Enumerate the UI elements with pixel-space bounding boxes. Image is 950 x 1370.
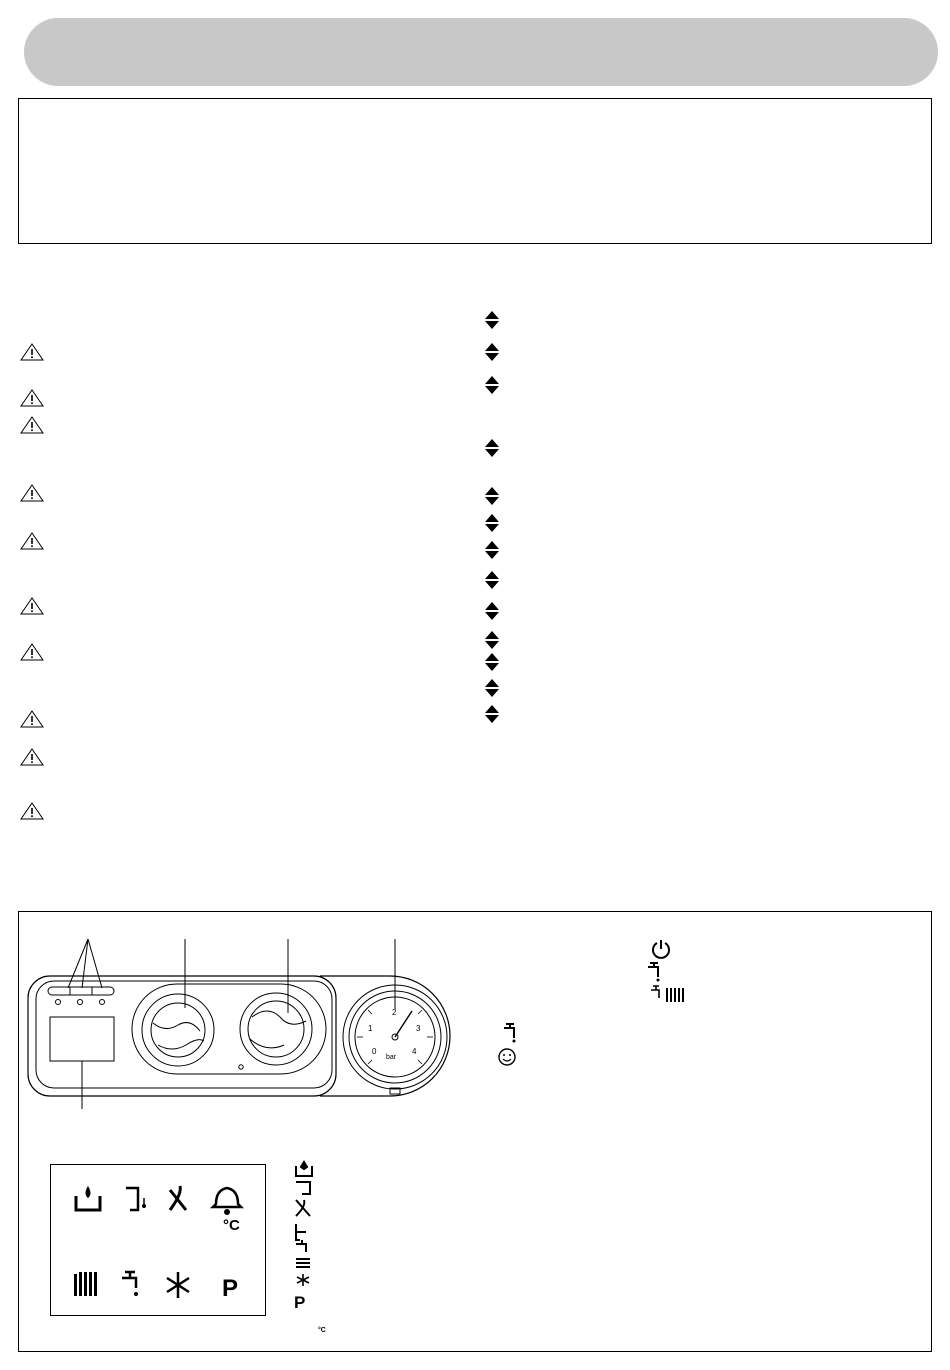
double-arrow-bullet-icon [484, 630, 500, 650]
display-temperature-unit: °C [223, 1217, 240, 1234]
warning-triangle-icon [20, 343, 44, 361]
boiler-control-panel-drawing [20, 913, 460, 1113]
double-arrow-bullet-icon [484, 540, 500, 560]
gauge-unit: bar [386, 1054, 397, 1061]
warning-triangle-icon [20, 532, 44, 550]
double-arrow-bullet-icon [484, 513, 500, 533]
tap-icon [122, 1272, 138, 1296]
double-arrow-bullet-icon [484, 704, 500, 724]
symbol-legend-column [292, 1160, 322, 1310]
flue-sensor-icon [126, 1188, 146, 1210]
warning-triangle-icon [20, 416, 44, 434]
double-arrow-bullet-icon [484, 601, 500, 621]
warning-triangle-icon [20, 484, 44, 502]
power-icon [648, 938, 674, 960]
double-arrow-bullet-icon [484, 652, 500, 672]
smile-icon [496, 1046, 522, 1068]
warning-triangle-icon [20, 597, 44, 615]
warning-triangle-icon [20, 710, 44, 728]
water-pressure-icon [76, 1186, 100, 1210]
display-symbols-diagram [50, 1164, 266, 1316]
double-arrow-bullet-icon [484, 486, 500, 506]
svg-text:P: P [294, 1293, 306, 1310]
tap-icon [500, 1022, 526, 1044]
double-arrow-bullet-icon [484, 375, 500, 395]
double-arrow-bullet-icon [484, 438, 500, 458]
gauge-tick-0: 0 [372, 1047, 377, 1056]
double-arrow-bullet-icon [484, 310, 500, 330]
radiator-icon [74, 1272, 97, 1296]
section-title-bar [24, 18, 938, 86]
double-arrow-bullet-icon [484, 342, 500, 362]
gauge-tick-1: 1 [368, 1024, 373, 1033]
double-arrow-bullet-icon [484, 570, 500, 590]
intro-text-box [18, 98, 932, 244]
legend-temperature-unit: °C [318, 1327, 326, 1334]
tap-radiator-icon [648, 984, 688, 1006]
warning-triangle-icon [20, 748, 44, 766]
alarm-bell-icon [213, 1188, 241, 1215]
flame-off-icon [170, 1186, 186, 1210]
warning-triangle-icon [20, 802, 44, 820]
display-parking-symbol: P [222, 1275, 239, 1302]
gauge-tick-2: 2 [392, 1008, 397, 1017]
gauge-tick-3: 3 [416, 1024, 421, 1033]
tap-icon [644, 961, 670, 983]
double-arrow-bullet-icon [484, 678, 500, 698]
warning-triangle-icon [20, 389, 44, 407]
gauge-tick-4: 4 [412, 1047, 417, 1056]
warning-triangle-icon [20, 643, 44, 661]
snowflake-icon [167, 1272, 189, 1298]
